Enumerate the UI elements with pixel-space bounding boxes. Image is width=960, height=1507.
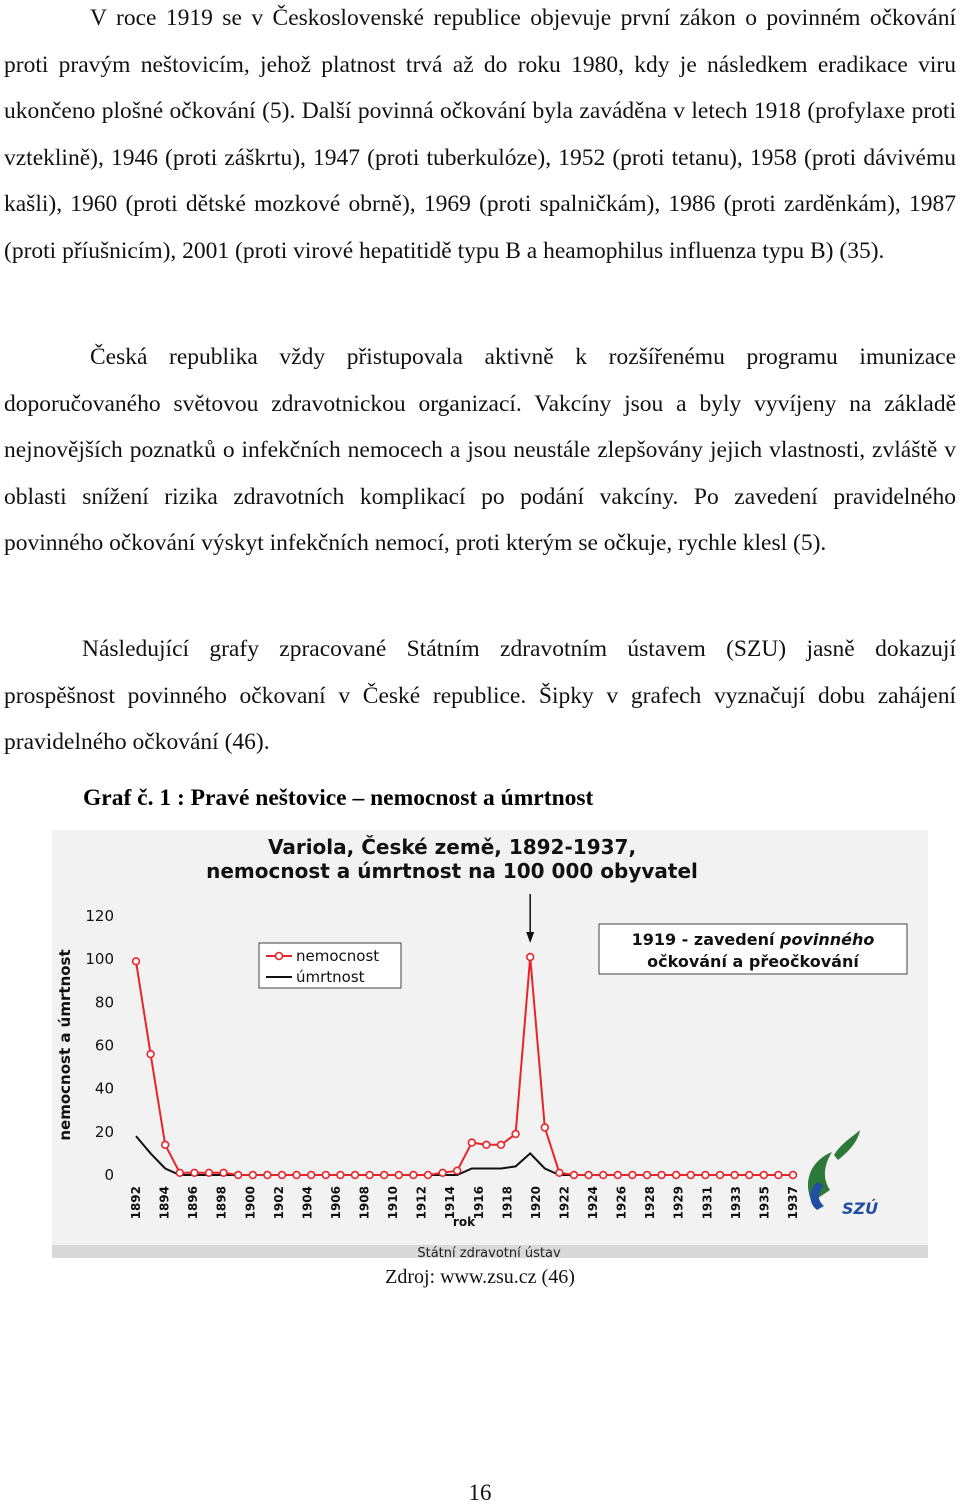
paragraph-graphs-intro — [4, 626, 956, 766]
y-tick-label: 100 — [85, 950, 114, 969]
paragraph-text: V roce 1919 se v Československé republice objevuje první zákon o povinném očkování proti pravým neštovicím, jehož platnost trvá až do roku 1980, kdy je následkem eradikace viru ukončeno plošné očkování (5). Další povinná očkování byla zaváděna v letech 1918 (profylaxe proti vzteklině), 1946 (proti záškrtu), 1947 (proti tuberkulóze), 1952 (proti tetanu), 1958 (proti dávivému kašli), 1960 (proti dětské mozkové obrně), 1969 (proti spalničkám), 1986 (proti zarděnkám), 1987 (proti příušnicím), 2001 (proti virové hepatitidě typu B a heamophilus influenza typu B) (35). — [4, 5, 956, 264]
x-tick-label: 1900 — [243, 1186, 258, 1220]
data-point-nemocnost — [293, 1172, 300, 1179]
x-tick-label: 1892 — [129, 1186, 143, 1220]
x-tick-label: 1933 — [728, 1186, 743, 1220]
y-tick-label: 0 — [104, 1166, 114, 1184]
data-point-nemocnost — [571, 1172, 578, 1179]
data-point-nemocnost — [133, 958, 140, 965]
legend-nemocnost-marker — [276, 953, 283, 960]
data-point-nemocnost — [702, 1172, 709, 1179]
data-point-nemocnost — [220, 1169, 227, 1176]
x-tick-label: 1910 — [386, 1186, 401, 1220]
x-tick-label: 1937 — [786, 1186, 800, 1220]
x-tick-label: 1922 — [557, 1186, 572, 1220]
data-point-nemocnost — [308, 1172, 315, 1179]
data-point-nemocnost — [658, 1172, 665, 1179]
data-point-nemocnost — [395, 1172, 402, 1179]
chart-legend — [259, 943, 401, 988]
data-point-nemocnost — [512, 1131, 519, 1138]
x-tick-label: 1898 — [214, 1186, 229, 1220]
data-point-nemocnost — [352, 1172, 359, 1179]
y-tick-label: 40 — [94, 1079, 114, 1098]
data-point-nemocnost — [673, 1172, 680, 1179]
x-tick-label: 1912 — [414, 1186, 429, 1220]
annotation-line-2: očkování a přeočkování — [647, 952, 859, 971]
x-axis-label: rok — [452, 1215, 476, 1229]
data-point-nemocnost — [454, 1167, 461, 1174]
y-tick-label: 60 — [94, 1036, 114, 1055]
data-point-nemocnost — [746, 1172, 753, 1179]
x-tick-label: 1914 — [443, 1186, 458, 1220]
x-tick-label: 1929 — [671, 1186, 686, 1220]
data-point-nemocnost — [176, 1169, 183, 1176]
x-tick-label: 1924 — [586, 1186, 601, 1220]
data-point-nemocnost — [381, 1172, 388, 1179]
paragraph-vaccination-history — [4, 0, 956, 274]
x-tick-label: 1931 — [700, 1186, 715, 1220]
data-point-nemocnost — [191, 1169, 198, 1176]
x-tick-label: 1902 — [271, 1186, 286, 1220]
data-point-nemocnost — [629, 1172, 636, 1179]
data-point-nemocnost — [468, 1139, 475, 1146]
paragraph-text: Česká republika vždy přistupovala aktivně k rozšířenému programu imunizace doporučovaného světovou zdravotnickou organizací. Vakcíny jsou a byly vyvíjeny na základě nejnovějších poznatků o infekčních nemocech a jsou neustále zlepšovány jejich vlastnosti, zvláště v oblasti snížení rizika zdravotních komplikací po podání vakcíny. Po zavedení pravidelného povinného očkování výskyt infekčních nemocí, proti kterým se očkuje, rychle klesl (5). — [4, 344, 956, 556]
figure-title: Graf č. 1 : Pravé neštovice – nemocnost a úmrtnost — [83, 785, 594, 811]
chart-footer-text: Státní zdravotní ústav — [417, 1246, 561, 1258]
data-point-nemocnost — [585, 1172, 592, 1179]
data-point-nemocnost — [439, 1169, 446, 1176]
data-point-nemocnost — [775, 1172, 782, 1179]
data-point-nemocnost — [527, 954, 534, 961]
data-point-nemocnost — [337, 1172, 344, 1179]
data-point-nemocnost — [731, 1172, 738, 1179]
chart-svg — [52, 830, 928, 1258]
x-tick-label: 1918 — [500, 1186, 515, 1220]
x-tick-label: 1906 — [328, 1186, 343, 1220]
x-tick-label: 1916 — [471, 1186, 486, 1220]
data-point-nemocnost — [249, 1172, 256, 1179]
x-tick-label: 1896 — [186, 1186, 201, 1220]
data-point-nemocnost — [322, 1172, 329, 1179]
y-tick-label: 80 — [94, 993, 114, 1012]
x-tick-label: 1894 — [157, 1186, 172, 1220]
data-point-nemocnost — [366, 1172, 373, 1179]
annotation-line-1: 1919 - zavedení povinného — [631, 930, 875, 949]
data-point-nemocnost — [410, 1172, 417, 1179]
x-tick-label: 1920 — [528, 1186, 543, 1220]
figure-source: Zdroj: www.zsu.cz (46) — [385, 1266, 575, 1288]
data-point-nemocnost — [717, 1172, 724, 1179]
x-tick-label: 1935 — [757, 1186, 772, 1220]
data-point-nemocnost — [760, 1172, 767, 1179]
legend-nemocnost-label: nemocnost — [296, 947, 380, 965]
data-point-nemocnost — [556, 1169, 563, 1176]
data-point-nemocnost — [162, 1141, 169, 1148]
data-point-nemocnost — [483, 1141, 490, 1148]
chart-title: Variola, České země, 1892-1937, — [267, 835, 637, 859]
x-tick-label: 1928 — [643, 1186, 658, 1220]
y-tick-label: 20 — [94, 1122, 114, 1141]
data-point-nemocnost — [235, 1172, 242, 1179]
vaccination-annotation — [599, 924, 907, 974]
paragraph-text: Následující grafy zpracované Státním zdravotním ústavem (SZU) jasně dokazují prospěšnost povinného očkovaní v České republice. Šipky v grafech vyznačují dobu zahájení pravidelného očkování (46). — [4, 636, 956, 755]
data-point-nemocnost — [425, 1172, 432, 1179]
data-point-nemocnost — [600, 1172, 607, 1179]
data-point-nemocnost — [687, 1172, 694, 1179]
data-point-nemocnost — [147, 1051, 154, 1058]
paragraph-immunization-program — [4, 334, 956, 567]
data-point-nemocnost — [498, 1141, 505, 1148]
logo-text: SZÚ — [841, 1199, 879, 1218]
page-number: 16 — [468, 1480, 492, 1505]
x-tick-label: 1904 — [300, 1186, 315, 1220]
data-point-nemocnost — [790, 1172, 797, 1179]
data-point-nemocnost — [614, 1172, 621, 1179]
data-point-nemocnost — [279, 1172, 286, 1179]
data-point-nemocnost — [206, 1169, 213, 1176]
data-point-nemocnost — [264, 1172, 271, 1179]
x-tick-label: 1926 — [614, 1186, 629, 1220]
data-point-nemocnost — [644, 1172, 651, 1179]
x-tick-label: 1908 — [357, 1186, 372, 1220]
smallpox-chart — [52, 830, 928, 1258]
data-point-nemocnost — [541, 1124, 548, 1131]
legend-umrtnost-label: úmrtnost — [296, 968, 365, 986]
y-axis-label: nemocnost a úmrtnost — [56, 949, 74, 1141]
y-tick-label: 120 — [85, 907, 114, 925]
chart-subtitle: nemocnost a úmrtnost na 100 000 obyvatel — [206, 859, 698, 883]
